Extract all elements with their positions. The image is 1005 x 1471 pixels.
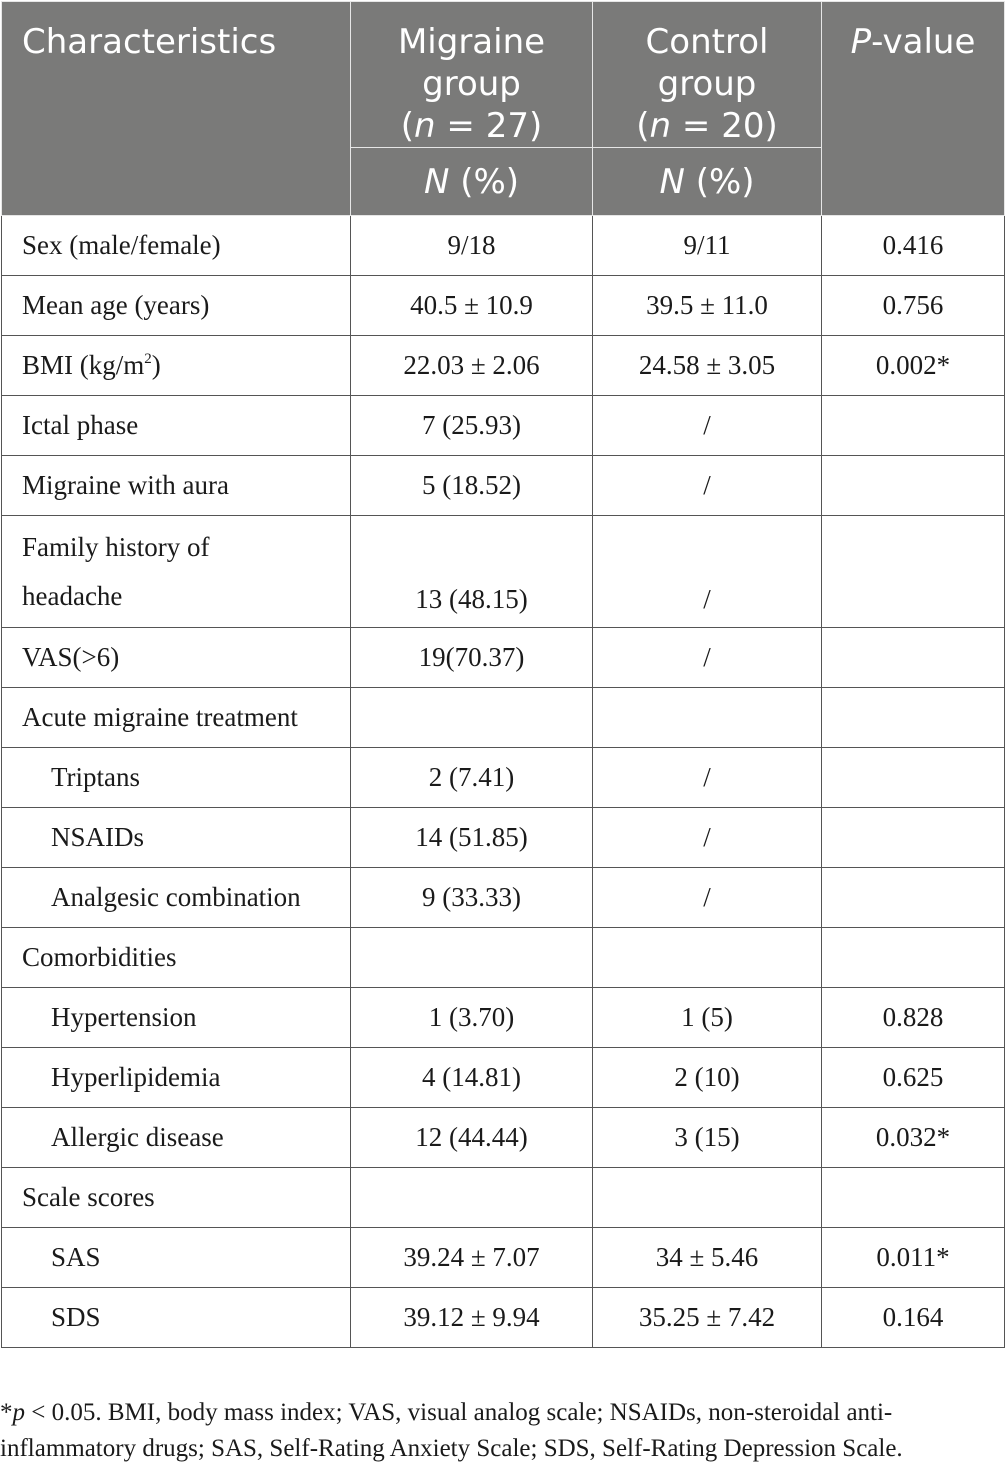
row-label: Sex (male/female) bbox=[2, 216, 351, 276]
row-label: SAS bbox=[2, 1228, 351, 1288]
p-value: 0.625 bbox=[822, 1048, 1005, 1108]
row-label: BMI $(kg/m^2)$ bbox=[2, 336, 351, 396]
p-value bbox=[822, 628, 1005, 688]
control-value: 3 (15) bbox=[593, 1108, 822, 1168]
table-row bbox=[2, 1048, 1005, 1108]
table-row bbox=[2, 988, 1005, 1048]
row-label: Family history of headache bbox=[2, 516, 351, 628]
table-row bbox=[2, 748, 1005, 808]
control-value: 24.58 ± 3.05 bbox=[593, 336, 822, 396]
migraine-value: 14 (51.85) bbox=[351, 808, 593, 868]
table-row bbox=[2, 868, 1005, 928]
row-label: VAS(>6) bbox=[2, 628, 351, 688]
p-value: 0.011* bbox=[822, 1228, 1005, 1288]
control-value: 34 ± 5.46 bbox=[593, 1228, 822, 1288]
control-value: / bbox=[593, 456, 822, 516]
row-label: Allergic disease bbox=[2, 1108, 351, 1168]
control-value: / bbox=[593, 808, 822, 868]
table-row bbox=[2, 396, 1005, 456]
p-value bbox=[822, 748, 1005, 808]
control-value: / bbox=[593, 516, 822, 628]
row-label: Triptans bbox=[2, 748, 351, 808]
migraine-value: 7 (25.93) bbox=[351, 396, 593, 456]
table-row bbox=[2, 1288, 1005, 1348]
p-value bbox=[822, 928, 1005, 988]
p-value bbox=[822, 1168, 1005, 1228]
migraine-value: 9 (33.33) bbox=[351, 868, 593, 928]
migraine-value: 4 (14.81) bbox=[351, 1048, 593, 1108]
table-row bbox=[2, 336, 1005, 396]
p-value bbox=[822, 516, 1005, 628]
table-row bbox=[2, 456, 1005, 516]
row-label: Hyperlipidemia bbox=[2, 1048, 351, 1108]
migraine-value: 13 (48.15) bbox=[351, 516, 593, 628]
control-value: / bbox=[593, 868, 822, 928]
migraine-value bbox=[351, 688, 593, 748]
row-label: NSAIDs bbox=[2, 808, 351, 868]
migraine-value bbox=[351, 928, 593, 988]
control-value: 1 (5) bbox=[593, 988, 822, 1048]
row-label: Hypertension bbox=[2, 988, 351, 1048]
table-row bbox=[2, 276, 1005, 336]
p-value: 0.756 bbox=[822, 276, 1005, 336]
table-footnote: *p < 0.05. BMI, body mass index; VAS, visual analog scale; NSAIDs, non-steroidal anti-inflammatory drugs; SAS, Self-Rating Anxiety Scale; SDS, Self-Rating Depression Scale. bbox=[0, 1399, 903, 1462]
control-value bbox=[593, 928, 822, 988]
row-label: Scale scores bbox=[2, 1168, 351, 1228]
control-value: / bbox=[593, 748, 822, 808]
migraine-value: 39.24 ± 7.07 bbox=[351, 1228, 593, 1288]
table-row bbox=[2, 928, 1005, 988]
row-label: Acute migraine treatment bbox=[2, 688, 351, 748]
header-control-group: Control group (n = 20) bbox=[593, 2, 822, 148]
migraine-value: 2 (7.41) bbox=[351, 748, 593, 808]
control-value bbox=[593, 1168, 822, 1228]
control-value: 35.25 ± 7.42 bbox=[593, 1288, 822, 1348]
p-value: 0.416 bbox=[822, 216, 1005, 276]
p-value: 0.032* bbox=[822, 1108, 1005, 1168]
control-value: / bbox=[593, 396, 822, 456]
migraine-value bbox=[351, 1168, 593, 1228]
control-value: / bbox=[593, 628, 822, 688]
control-value: 39.5 ± 11.0 bbox=[593, 276, 822, 336]
p-value bbox=[822, 868, 1005, 928]
row-label: Analgesic combination bbox=[2, 868, 351, 928]
row-label: Migraine with aura bbox=[2, 456, 351, 516]
table-row bbox=[2, 628, 1005, 688]
migraine-value: 9/18 bbox=[351, 216, 593, 276]
table-body bbox=[2, 216, 1005, 1348]
header-control-n-percent: N (%) bbox=[593, 148, 822, 216]
table-row bbox=[2, 216, 1005, 276]
table-row bbox=[2, 1228, 1005, 1288]
header-migraine-group: Migraine group (n = 27) bbox=[351, 2, 593, 148]
p-value bbox=[822, 396, 1005, 456]
migraine-value: 22.03 ± 2.06 bbox=[351, 336, 593, 396]
p-value: 0.002* bbox=[822, 336, 1005, 396]
migraine-value: 12 (44.44) bbox=[351, 1108, 593, 1168]
control-value bbox=[593, 688, 822, 748]
table-row bbox=[2, 808, 1005, 868]
migraine-value: 40.5 ± 10.9 bbox=[351, 276, 593, 336]
table-row bbox=[2, 1168, 1005, 1228]
table-row bbox=[2, 516, 1005, 628]
p-value bbox=[822, 808, 1005, 868]
control-value: 9/11 bbox=[593, 216, 822, 276]
migraine-value: 5 (18.52) bbox=[351, 456, 593, 516]
header-characteristics: Characteristics bbox=[2, 2, 351, 216]
table-row bbox=[2, 1108, 1005, 1168]
header-p-value: P-value bbox=[822, 2, 1005, 216]
table-row bbox=[2, 688, 1005, 748]
row-label: SDS bbox=[2, 1288, 351, 1348]
migraine-value: 19(70.37) bbox=[351, 628, 593, 688]
control-value: 2 (10) bbox=[593, 1048, 822, 1108]
row-label: Comorbidities bbox=[2, 928, 351, 988]
migraine-value: 39.12 ± 9.94 bbox=[351, 1288, 593, 1348]
p-value: 0.828 bbox=[822, 988, 1005, 1048]
p-value: 0.164 bbox=[822, 1288, 1005, 1348]
p-value bbox=[822, 688, 1005, 748]
header-migraine-n-percent: N (%) bbox=[351, 148, 593, 216]
row-label: Ictal phase bbox=[2, 396, 351, 456]
characteristics-table bbox=[1, 1, 1005, 1348]
table-header bbox=[2, 2, 1005, 216]
migraine-value: 1 (3.70) bbox=[351, 988, 593, 1048]
p-value bbox=[822, 456, 1005, 516]
row-label: Mean age (years) bbox=[2, 276, 351, 336]
